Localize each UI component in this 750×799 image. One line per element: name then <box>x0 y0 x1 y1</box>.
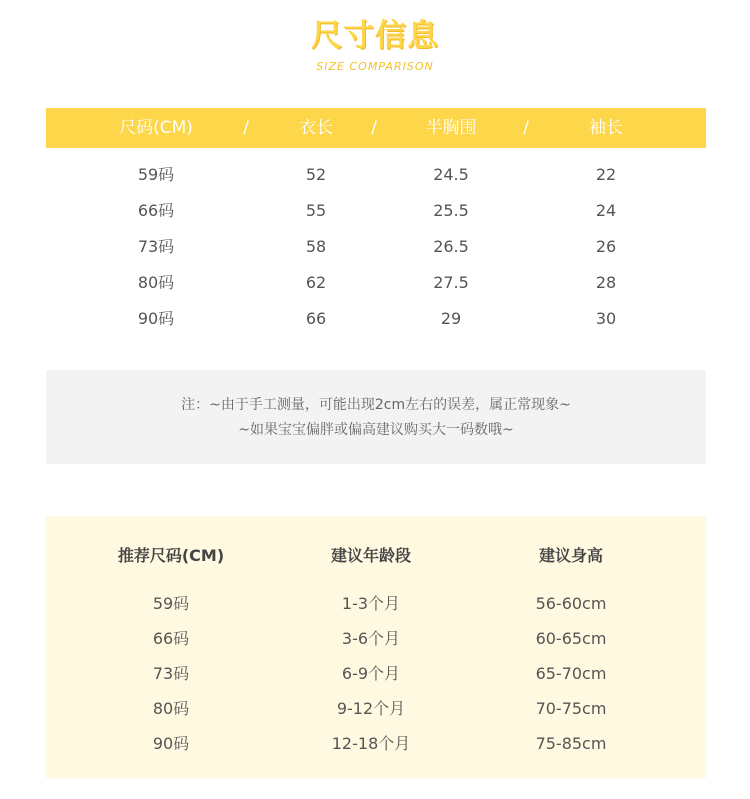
header-sleeve: 袖长 <box>589 118 623 138</box>
cell-size: 66码 <box>152 629 190 648</box>
cell-sleeve: 28 <box>595 273 617 292</box>
header-recommended-size: 推荐尺码(CM) <box>117 546 225 565</box>
cell-chest: 27.5 <box>433 273 469 292</box>
header-age-range: 建议年龄段 <box>330 546 411 565</box>
measurement-note <box>46 370 706 464</box>
cell-size: 73码 <box>152 664 190 683</box>
cell-sleeve: 26 <box>595 237 617 256</box>
cell-length: 55 <box>305 201 327 220</box>
page-title: 尺寸信息 <box>311 18 439 54</box>
cell-age: 3-6个月 <box>341 629 401 648</box>
table-row <box>46 193 706 229</box>
header-length: 衣长 <box>299 118 333 138</box>
table-row <box>46 229 706 265</box>
header-chest: 半胸围 <box>425 118 477 138</box>
cell-chest: 24.5 <box>433 165 469 184</box>
cell-sleeve: 24 <box>595 201 617 220</box>
cell-size: 90码 <box>137 309 175 328</box>
header-separator: / <box>371 118 377 138</box>
cell-size: 73码 <box>137 237 175 256</box>
table-row <box>46 301 706 337</box>
table-row <box>46 691 706 726</box>
cell-size: 80码 <box>137 273 175 292</box>
table-row <box>46 265 706 301</box>
table-row <box>46 726 706 761</box>
cell-size: 80码 <box>152 699 190 718</box>
cell-height: 56-60cm <box>535 594 607 613</box>
cell-sleeve: 30 <box>595 309 617 328</box>
cell-size: 59码 <box>152 594 190 613</box>
cell-size: 66码 <box>137 201 175 220</box>
header-size: 尺码(CM) <box>119 118 193 138</box>
table-row <box>46 157 706 193</box>
cell-size: 59码 <box>137 165 175 184</box>
cell-size: 90码 <box>152 734 190 753</box>
page-subtitle: SIZE COMPARISON <box>316 60 434 73</box>
header-height: 建议身高 <box>538 546 603 565</box>
note-line-1: 注：~由于手工测量，可能出现2cm左右的误差，属正常现象~ <box>181 397 571 413</box>
table-row <box>46 656 706 691</box>
cell-chest: 29 <box>440 309 462 328</box>
recommend-table-body <box>46 586 706 761</box>
cell-length: 66 <box>305 309 327 328</box>
cell-length: 62 <box>305 273 327 292</box>
cell-length: 58 <box>305 237 327 256</box>
recommend-table <box>46 516 706 778</box>
note-line-2: ~如果宝宝偏胖或偏高建议购买大一码数哦~ <box>238 422 514 438</box>
recommend-table-header <box>46 542 706 570</box>
header-separator: / <box>523 118 529 138</box>
cell-age: 6-9个月 <box>341 664 401 683</box>
cell-age: 9-12个月 <box>336 699 406 718</box>
page-header <box>0 14 750 74</box>
table-row <box>46 586 706 621</box>
header-separator: / <box>243 118 249 138</box>
cell-sleeve: 22 <box>595 165 617 184</box>
table-row <box>46 621 706 656</box>
cell-chest: 26.5 <box>433 237 469 256</box>
size-table-body <box>46 157 706 337</box>
cell-height: 60-65cm <box>535 629 607 648</box>
cell-height: 65-70cm <box>535 664 607 683</box>
cell-height: 70-75cm <box>535 699 607 718</box>
size-table-header <box>46 108 706 148</box>
cell-age: 1-3个月 <box>341 594 401 613</box>
cell-length: 52 <box>305 165 327 184</box>
cell-chest: 25.5 <box>433 201 469 220</box>
cell-age: 12-18个月 <box>331 734 411 753</box>
cell-height: 75-85cm <box>535 734 607 753</box>
